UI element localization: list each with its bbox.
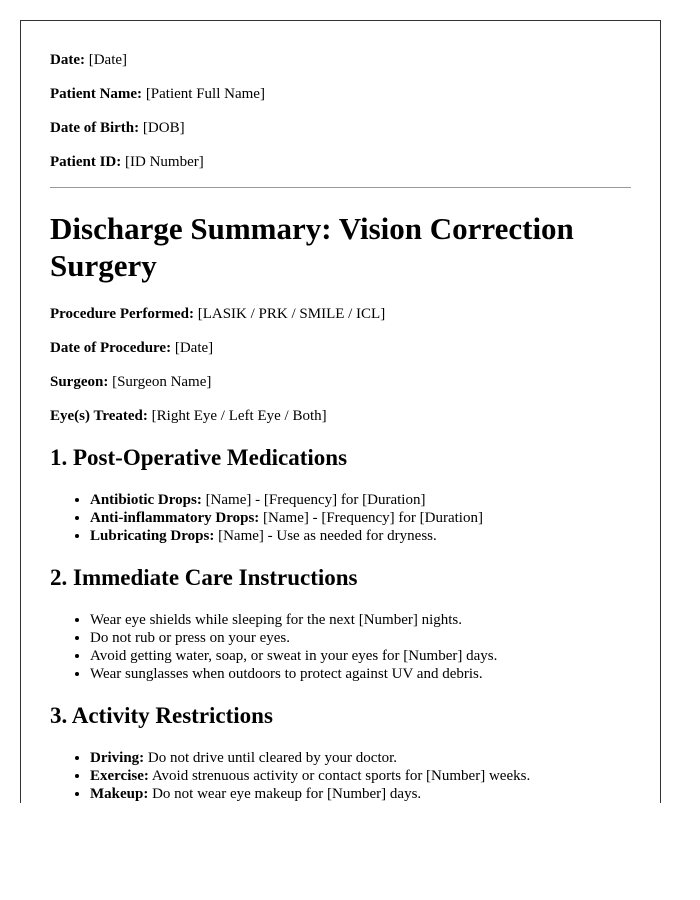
list-item: • Do not rub or press on your eyes. — [90, 629, 631, 647]
list-item — [90, 767, 631, 785]
field-patient-id — [50, 153, 631, 171]
field-value: [LASIK / PRK / SMILE / ICL] — [197, 306, 386, 322]
item-label: Antibiotic Drops: — [90, 492, 202, 508]
field-label: Date of Procedure: — [50, 340, 172, 356]
item-label: Makeup: — [90, 786, 149, 802]
page-title: Discharge Summary: Vision Correction Surgery — [50, 211, 574, 283]
list-item — [90, 509, 631, 527]
item-label: Anti-inflammatory Drops: — [90, 510, 260, 526]
field-label: Date of Birth: — [50, 120, 140, 136]
field-date-of-birth — [50, 119, 631, 137]
activity-restrictions-list — [50, 749, 631, 803]
field-label: Eye(s) Treated: — [50, 408, 148, 424]
field-label: Surgeon: — [50, 374, 109, 390]
field-label: Date: — [50, 52, 85, 68]
item-label: Driving: — [90, 750, 145, 766]
field-eyes-treated — [50, 407, 631, 425]
section-heading-medications: 1. Post-Operative Medications — [50, 445, 348, 470]
field-value: [DOB] — [142, 120, 185, 136]
item-text: [Name] - [Frequency] for [Duration] — [205, 492, 426, 508]
list-item: • Wear eye shields while sleeping for the next [Number] nights. — [90, 611, 631, 629]
field-patient-name — [50, 85, 631, 103]
item-text: [Name] - Use as needed for dryness. — [218, 528, 437, 544]
item-label: Exercise: — [90, 768, 149, 784]
item-text: Do not wear eye makeup for [Number] days. — [152, 786, 422, 802]
item-text: Avoid strenuous activity or contact sports for [Number] weeks. — [151, 768, 531, 784]
field-value: [ID Number] — [125, 154, 204, 170]
section-heading-care-instructions: 2. Immediate Care Instructions — [50, 565, 358, 590]
section-heading-activity-restrictions: 3. Activity Restrictions — [50, 703, 273, 728]
list-item — [90, 527, 631, 545]
list-item: • Avoid getting water, soap, or sweat in your eyes for [Number] days. — [90, 647, 631, 665]
medications-list — [50, 491, 631, 545]
field-value: [Patient Full Name] — [145, 86, 265, 102]
field-procedure — [50, 305, 631, 323]
list-item — [90, 491, 631, 509]
field-value: [Right Eye / Left Eye / Both] — [151, 408, 327, 424]
list-item — [90, 749, 631, 767]
field-label: Patient Name: — [50, 86, 143, 102]
item-text: [Name] - [Frequency] for [Duration] — [263, 510, 483, 526]
field-date — [50, 51, 631, 69]
discharge-document — [20, 20, 661, 803]
field-label: Procedure Performed: — [50, 306, 194, 322]
field-surgeon — [50, 373, 631, 391]
field-procedure-date — [50, 339, 631, 357]
patient-info — [50, 51, 631, 171]
field-value: [Surgeon Name] — [112, 374, 212, 390]
field-label: Patient ID: — [50, 154, 122, 170]
item-text: Do not drive until cleared by your doctor. — [147, 750, 398, 766]
item-label: Lubricating Drops: — [90, 528, 215, 544]
field-value: [Date] — [88, 52, 128, 68]
list-item — [90, 785, 631, 803]
care-instructions-list — [50, 611, 631, 683]
field-value: [Date] — [174, 340, 214, 356]
list-item: • Wear sunglasses when outdoors to protect against UV and debris. — [90, 665, 631, 683]
divider — [50, 187, 631, 188]
